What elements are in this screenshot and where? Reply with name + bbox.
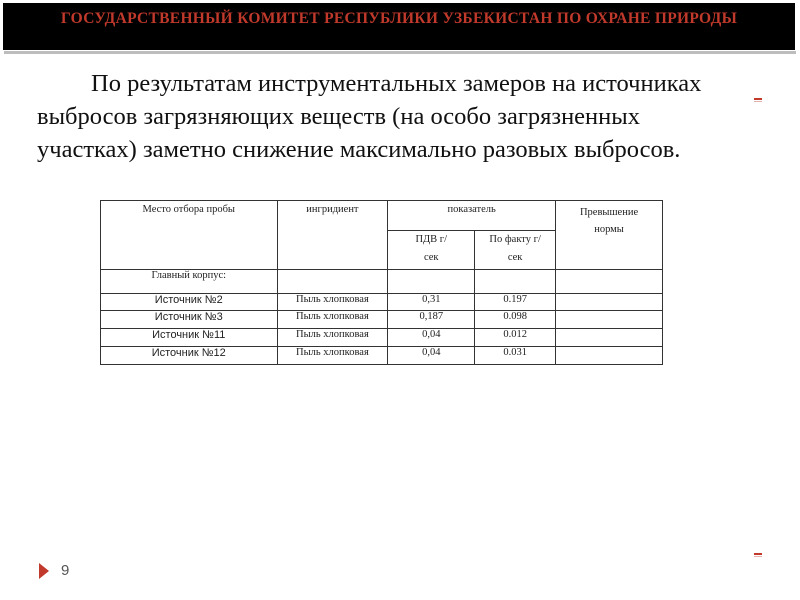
cell-excess [556,294,663,311]
decorative-mark-bottom [754,553,762,555]
cell-excess [556,329,663,347]
emissions-table [100,200,663,365]
empty-cell [556,270,663,294]
page-number: 9 [61,562,70,579]
empty-cell [277,270,388,294]
paragraph-text: По результатам инструментальных замеров на источниках выбросов загрязняющих веществ (на особо загрязненных участках) заметно снижение максимально разовых выбросов. [37,70,702,163]
body-paragraph [37,67,737,166]
cell-excess [556,311,663,329]
cell-pdv: 0,04 [388,347,475,365]
cell-place: Источник №3 [101,311,278,329]
decorative-mark-top [754,98,762,100]
cell-pdv: 0,187 [388,311,475,329]
cell-fact: 0.098 [475,311,556,329]
cell-place: Источник №12 [101,347,278,365]
cell-pdv: 0,31 [388,294,475,311]
header-ingredient: ингридиент [277,201,388,270]
cell-fact: 0.197 [475,294,556,311]
cell-fact: 0.012 [475,329,556,347]
header-bar [3,3,795,50]
header-place: Место отбора пробы [101,201,278,270]
cell-ingredient: Пыль хлопковая [277,347,388,365]
cell-ingredient: Пыль хлопковая [277,311,388,329]
header-pdv: ПДВ г/сек [388,231,475,270]
empty-cell [388,270,475,294]
play-arrow-icon[interactable] [39,563,49,579]
cell-place: Источник №2 [101,294,278,311]
cell-ingredient: Пыль хлопковая [277,329,388,347]
header-excess: Превышение нормы [556,201,663,270]
header-indicator: показатель [388,201,556,231]
empty-cell [475,270,556,294]
section-label: Главный корпус: [101,270,278,294]
header-shadow [4,51,796,54]
table-row [101,294,663,311]
header-fact: По факту г/сек [475,231,556,270]
table-row [101,329,663,347]
cell-place: Источник №11 [101,329,278,347]
page-title: ГОСУДАРСТВЕННЫЙ КОМИТЕТ РЕСПУБЛИКИ УЗБЕКИСТАН ПО ОХРАНЕ ПРИРОДЫ [60,10,738,27]
cell-ingredient: Пыль хлопковая [277,294,388,311]
cell-pdv: 0,04 [388,329,475,347]
cell-excess [556,347,663,365]
table-row [101,311,663,329]
table-row [101,347,663,365]
cell-fact: 0.031 [475,347,556,365]
